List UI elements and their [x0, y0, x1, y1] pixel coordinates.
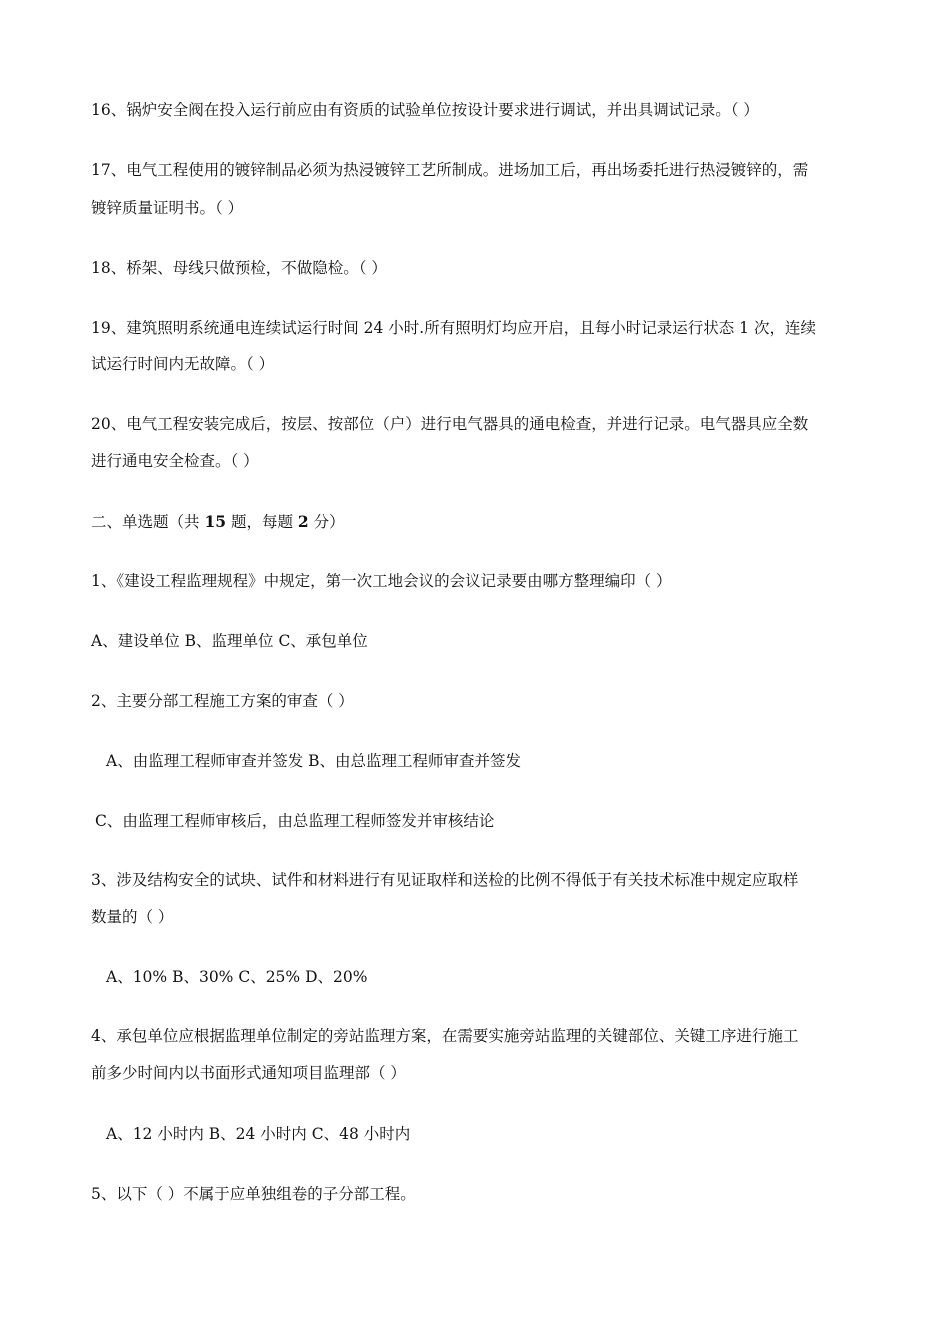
- section-suffix: 分）: [308, 513, 345, 531]
- question-20-line-1: 20、电气工程安装完成后，按层、按部位（户）进行电气器具的通电检查，并进行记录。电气器具应全数: [91, 415, 809, 433]
- section-prefix: 二、单选题（共: [91, 513, 205, 531]
- choice-question-3-line-1: 3、涉及结构安全的试块、试件和材料进行有见证取样和送检的比例不得低于有关技术标准中规定应取样: [91, 871, 799, 889]
- choice-question-2-option-c: C、由监理工程师审核后，由总监理工程师签发并审核结论: [95, 812, 495, 830]
- choice-question-1-options: A、建设单位 B、监理单位 C、承包单位: [91, 632, 368, 650]
- choice-question-3-line-2: 数量的（ ）: [91, 908, 174, 926]
- choice-question-4-options: A、12 小时内 B、24 小时内 C、48 小时内: [106, 1125, 411, 1143]
- question-19-line-2: 试运行时间内无故障。（ ）: [91, 355, 275, 373]
- choice-question-3-options: A、10% B、30% C、25% D、20%: [106, 968, 368, 986]
- choice-question-4-line-2: 前多少时间内以书面形式通知项目监理部（ ）: [91, 1064, 406, 1082]
- question-19-line-1: 19、建筑照明系统通电连续试运行时间 24 小时.所有照明灯均应开启，且每小时记录运行状态 1 次，连续: [91, 319, 816, 337]
- question-18: 18、桥架、母线只做预检，不做隐检。（ ）: [91, 259, 387, 277]
- question-20-line-2: 进行通电安全检查。（ ）: [91, 452, 259, 470]
- choice-question-5: 5、以下（ ）不属于应单独组卷的子分部工程。: [91, 1185, 416, 1203]
- question-16: 16、锅炉安全阀在投入运行前应由有资质的试验单位按设计要求进行调试，并出具调试记录。（ ）: [91, 101, 759, 119]
- choice-question-1: 1、《建设工程监理规程》中规定，第一次工地会议的会议记录要由哪方整理编印（ ）: [91, 572, 672, 590]
- points-per-question: 2: [297, 512, 309, 531]
- question-17-line-1: 17、电气工程使用的镀锌制品必须为热浸镀锌工艺所制成。进场加工后，再出场委托进行热浸镀锌的，需: [91, 161, 809, 179]
- choice-question-2: 2、主要分部工程施工方案的审查（ ）: [91, 692, 354, 710]
- choice-question-2-options-ab: A、由监理工程师审查并签发 B、由总监理工程师审查并签发: [106, 752, 522, 770]
- choice-question-4-line-1: 4、承包单位应根据监理单位制定的旁站监理方案，在需要实施旁站监理的关键部位、关键工序进行施工: [91, 1027, 799, 1045]
- section-heading-single-choice: [91, 512, 345, 532]
- question-count: 15: [204, 512, 227, 531]
- section-mid: 题，每题: [226, 513, 298, 531]
- question-17-line-2: 镀锌质量证明书。（ ）: [91, 199, 244, 217]
